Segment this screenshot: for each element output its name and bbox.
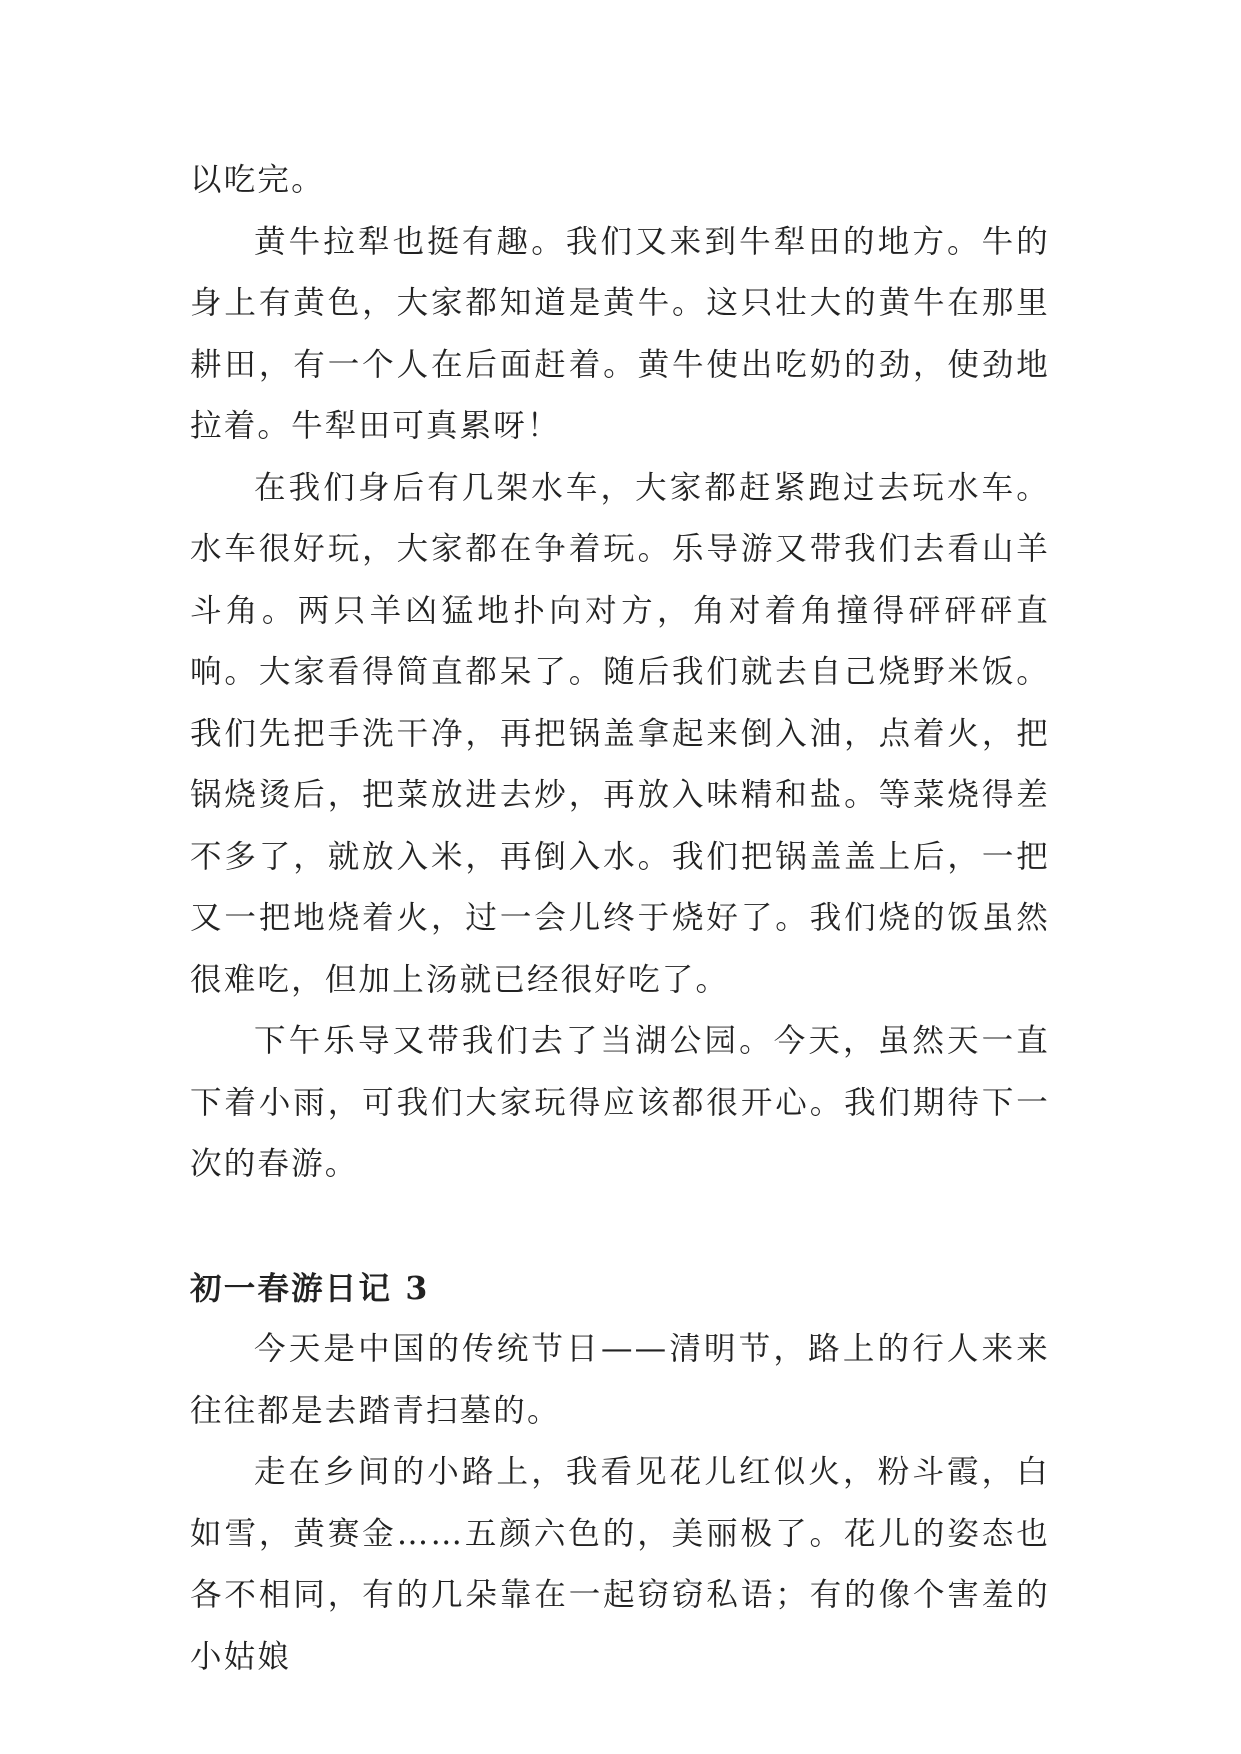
paragraph-waterwheel-cooking: 在我们身后有几架水车，大家都赶紧跑过去玩水车。水车很好玩，大家都在争着玩。乐导游又带我们去看山羊斗角。两只羊凶猛地扑向对方，角对着角撞得砰砰砰直响。大家看得简直都呆了。随后我们就去自己烧野米饭。我们先把手洗干净，再把锅盖拿起来倒入油，点着火，把锅烧烫后，把菜放进去炒，再放入味精和盐。等菜烧得差不多了，就放入米，再倒入水。我们把锅盖盖上后，一把又一把地烧着火，过一会儿终于烧好了。我们烧的饭虽然很难吃，但加上汤就已经很好吃了。 (190, 469, 1050, 998)
paragraph-ox-plowing: 黄牛拉犁也挺有趣。我们又来到牛犁田的地方。牛的身上有黄色，大家都知道是黄牛。这只壮大的黄牛在那里耕田，有一个人在后面赶着。黄牛使出吃奶的劲，使劲地拉着。牛犁田可真累呀！ (190, 223, 1050, 444)
section-heading: 初一春游日记 3 (190, 1269, 430, 1307)
paragraph-continuation: 以吃完。 (190, 162, 325, 198)
paragraph-flowers: 走在乡间的小路上，我看见花儿红似火，粉斗霞，白如雪，黄赛金……五颜六色的，美丽极了。花儿的姿态也各不相同，有的几朵靠在一起窃窃私语；有的像个害羞的小姑娘 (190, 1454, 1050, 1675)
paragraph-afternoon-park: 下午乐导又带我们去了当湖公园。今天，虽然天一直下着小雨，可我们大家玩得应该都很开心。我们期待下一次的春游。 (190, 1023, 1050, 1182)
document-body (190, 150, 1050, 1688)
paragraph-qingming: 今天是中国的传统节日——清明节，路上的行人来来往往都是去踏青扫墓的。 (190, 1331, 1050, 1429)
